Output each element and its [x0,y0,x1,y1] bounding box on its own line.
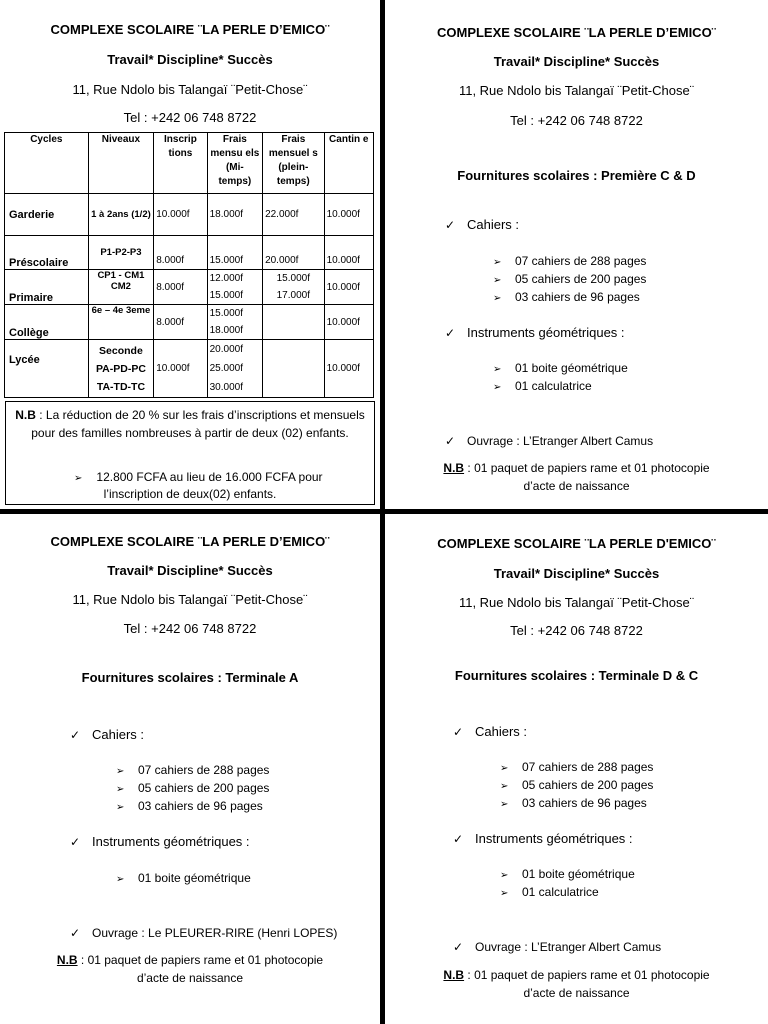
cell-mi-temps: 20.000f 25.000f 30.000f [207,340,262,398]
checkmark-icon: ✓ [453,832,464,846]
table-row [5,340,374,398]
list-item: ➢ 05 cahiers de 200 pages [116,781,270,795]
nb-notice-box [5,401,375,505]
cell-plein-temps: 22.000f [263,194,325,236]
list-item: ➢ 05 cahiers de 200 pages [493,272,647,286]
checkmark-icon: ✓ [445,326,456,340]
cahiers-heading: ✓ Cahiers : [445,217,520,232]
arrow-bullet-icon: ➢ [116,874,125,885]
checkmark-icon: ✓ [445,434,456,448]
premiere-flyer [385,0,768,509]
arrow-bullet-icon: ➢ [493,382,502,393]
list-item: ➢ 03 cahiers de 96 pages [116,799,263,813]
school-name: COMPLEXE SCOLAIRE ¨LA PERLE D’EMICO¨ [50,22,330,37]
nb-label: N.B [443,968,465,982]
cell-inscription: 8.000f [154,305,207,340]
arrow-bullet-icon: ➢ [500,870,509,881]
nb-note: N.B : 01 paquet de papiers rame et 01 photocopie [443,461,710,475]
nb-label: N.B [15,408,36,422]
cell-niveau: CP1 - CM1 CM2 [88,270,154,305]
cell-cantine: 10.000f [324,194,373,236]
school-motto: Travail* Discipline* Succès [107,563,273,578]
nb-note-line-2: d’acte de naissance [523,986,630,1000]
cell-inscription: 8.000f [154,236,207,270]
cell-inscription: 10.000f [154,194,207,236]
school-name: COMPLEXE SCOLAIRE ¨LA PERLE D’EMICO¨ [50,534,330,549]
cell-plein-temps: 15.000f 17.000f [263,270,325,305]
list-item: ➢ 07 cahiers de 288 pages [116,763,270,777]
school-motto: Travail* Discipline* Succès [493,566,660,581]
list-item: ➢ 03 cahiers de 96 pages [500,796,647,810]
instruments-heading: ✓ Instruments géométriques : [453,831,633,846]
arrow-bullet-icon: ➢ [500,888,509,899]
table-row [5,270,374,305]
nb-offer [74,469,323,487]
arrow-bullet-icon: ➢ [493,293,502,304]
arrow-bullet-icon: ➢ [500,781,509,792]
cell-cycle: Préscolaire [5,236,89,270]
col-header-plein-temps: Frais mensuel s (plein-temps) [263,133,325,194]
cell-cycle: Primaire [5,270,89,305]
cell-niveau: 1 à 2ans (1/2) [88,194,154,236]
fees-flyer [0,0,380,509]
table-row [5,236,374,270]
ouvrage-line: ✓ Ouvrage : L’Etranger Albert Camus [453,940,662,954]
cell-cantine: 10.000f [324,305,373,340]
nb-offer-line-2: l’inscription de deux(02) enfants. [103,487,277,501]
list-item: ➢ 01 boite géométrique [493,361,628,375]
col-header-cantine: Cantin e [324,133,373,194]
nb-reduction-text: : La réduction de 20 % sur les frais d’inscriptions et mensuels pour des familles nombreuses à partir de deux (02) enfants. [31,408,365,440]
school-phone: Tel : +242 06 748 8722 [510,623,643,638]
cell-plein-temps: 20.000f [263,236,325,270]
arrow-bullet-icon: ➢ [500,763,509,774]
terminale-dc-flyer [385,514,768,1024]
school-address: 11, Rue Ndolo bis Talangaï ¨Petit-Chose¨ [458,595,695,610]
fees-table [4,132,374,398]
arrow-bullet-icon: ➢ [116,802,125,813]
school-name: COMPLEXE SCOLAIRE ¨LA PERLE D’EMICO¨ [436,25,717,40]
list-item: ➢ 03 cahiers de 96 pages [493,290,640,304]
list-item: ➢ 07 cahiers de 288 pages [500,760,654,774]
nb-label: N.B [443,461,465,475]
ouvrage-line: ✓ Ouvrage : L’Etranger Albert Camus [445,434,654,448]
cell-cycle: Garderie [5,194,89,236]
school-phone: Tel : +242 06 748 8722 [123,621,257,636]
cell-mi-temps: 15.000f [207,236,262,270]
nb-notice-text [10,406,370,442]
col-header-inscriptions: Inscrip tions [154,133,207,194]
school-address: 11, Rue Ndolo bis Talangaï ¨Petit-Chose¨ [458,83,695,98]
cahiers-heading: ✓ Cahiers : [453,724,528,739]
checkmark-icon: ✓ [453,940,464,954]
cell-mi-temps: 15.000f 18.000f [207,305,262,340]
school-name: COMPLEXE SCOLAIRE ¨LA PERLE D'EMICO¨ [437,536,716,551]
table-header-row [5,133,374,194]
checkmark-icon: ✓ [70,926,81,940]
list-item: ➢ 01 calculatrice [500,885,599,899]
cahiers-heading: ✓ Cahiers : [70,727,145,742]
cell-mi-temps: 12.000f 15.000f [207,270,262,305]
cell-inscription: 10.000f [154,340,207,398]
school-address: 11, Rue Ndolo bis Talangaï ¨Petit-Chose¨ [72,82,308,97]
nb-note-line-2: d’acte de naissance [523,479,630,493]
arrow-bullet-icon: ➢ [493,364,502,375]
checkmark-icon: ✓ [70,835,81,849]
list-item: ➢ 07 cahiers de 288 pages [493,254,647,268]
arrow-bullet-icon: ➢ [493,275,502,286]
terminale-a-flyer [0,514,380,1024]
supplies-title: Fournitures scolaires : Terminale A [81,670,299,685]
list-item: ➢ 05 cahiers de 200 pages [500,778,654,792]
nb-note: N.B : 01 paquet de papiers rame et 01 photocopie [56,953,324,967]
table-row [5,194,374,236]
arrow-bullet-icon: ➢ [493,257,502,268]
cell-cantine: 10.000f [324,340,373,398]
cell-niveau: Seconde PA-PD-PC TA-TD-TC [88,340,154,398]
col-header-mi-temps: Frais mensu els (Mi-temps) [207,133,262,194]
arrow-bullet-icon: ➢ [74,473,83,484]
cell-mi-temps: 18.000f [207,194,262,236]
nb-note: N.B : 01 paquet de papiers rame et 01 photocopie [443,968,710,982]
list-item: ➢ 01 calculatrice [493,379,592,393]
cell-niveau: 6e – 4e 3eme [88,305,154,340]
cell-cycle: Collège [5,305,89,340]
school-motto: Travail* Discipline* Succès [493,54,660,69]
school-phone: Tel : +242 06 748 8722 [510,113,643,128]
arrow-bullet-icon: ➢ [116,784,125,795]
nb-label: N.B [56,953,78,967]
instruments-heading: ✓ Instruments géométriques : [445,325,625,340]
supplies-title: Fournitures scolaires : Première C & D [457,168,696,183]
instruments-heading: ✓ Instruments géométriques : [70,834,250,849]
school-address: 11, Rue Ndolo bis Talangaï ¨Petit-Chose¨ [72,592,308,607]
cell-cantine: 10.000f [324,236,373,270]
checkmark-icon: ✓ [445,218,456,232]
school-motto: Travail* Discipline* Succès [107,52,273,67]
nb-note-line-2: d’acte de naissance [136,971,244,985]
school-phone: Tel : +242 06 748 8722 [123,110,257,125]
cell-plein-temps [263,340,325,398]
nb-offer-text: 12.800 FCFA au lieu de 16.000 FCFA pour [96,470,323,484]
cell-cycle: Lycée [5,340,89,398]
cell-plein-temps [263,305,325,340]
cell-cantine: 10.000f [324,270,373,305]
ouvrage-line: ✓ Ouvrage : Le PLEURER-RIRE (Henri LOPES) [70,926,338,940]
arrow-bullet-icon: ➢ [116,766,125,777]
checkmark-icon: ✓ [453,725,464,739]
cell-niveau: P1-P2-P3 [88,236,154,270]
supplies-title: Fournitures scolaires : Terminale D & C [454,668,699,683]
list-item: ➢ 01 boite géométrique [116,871,251,885]
list-item: ➢ 01 boite géométrique [500,867,635,881]
col-header-niveaux: Niveaux [88,133,154,194]
cell-inscription: 8.000f [154,270,207,305]
col-header-cycles: Cycles [5,133,89,194]
arrow-bullet-icon: ➢ [500,799,509,810]
table-row [5,305,374,340]
checkmark-icon: ✓ [70,728,81,742]
